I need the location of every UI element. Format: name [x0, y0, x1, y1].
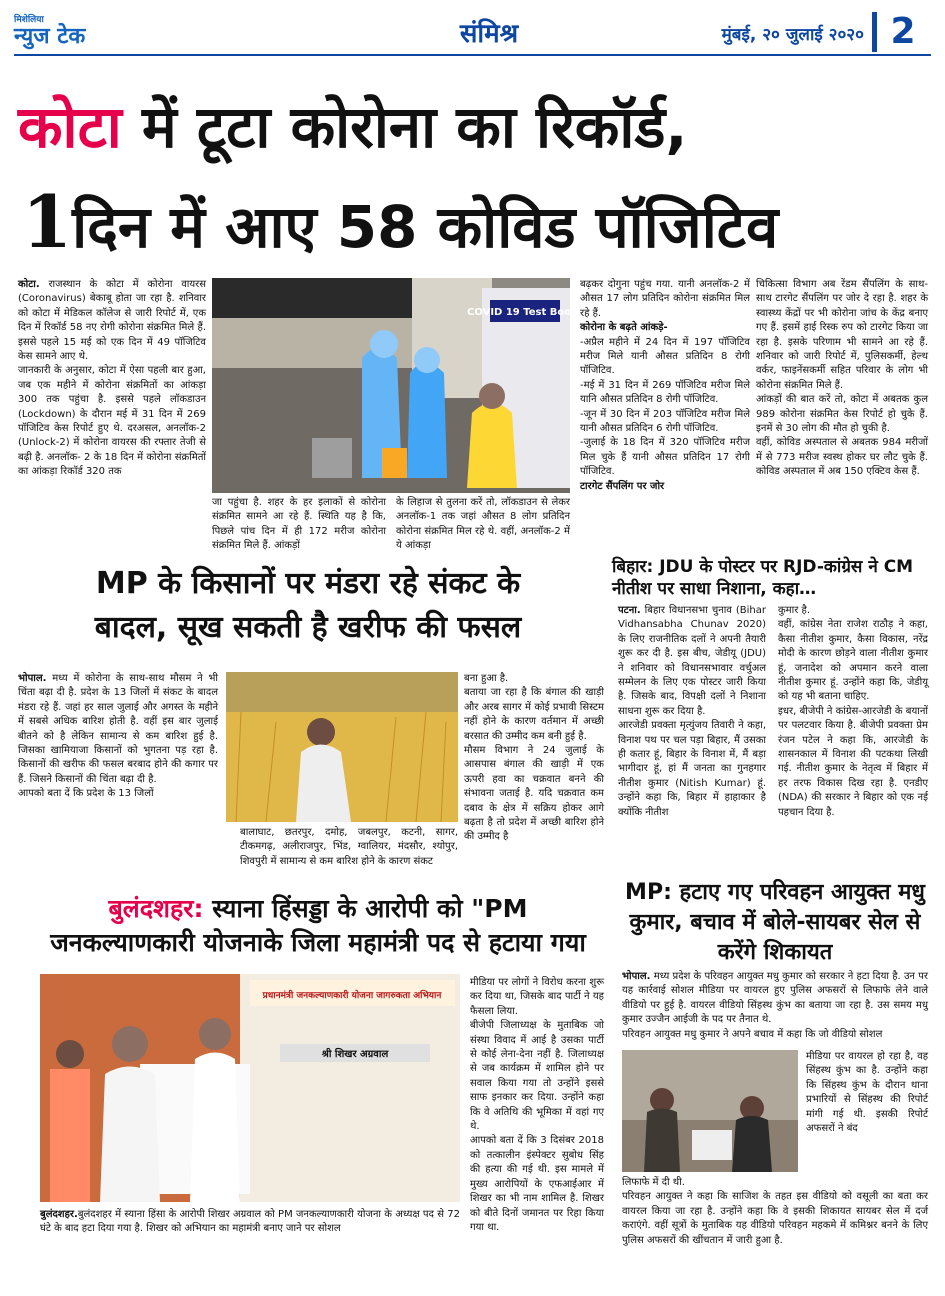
- lead-col1-text2: जानकारी के अनुसार, कोटा में ऐसा पहली बार हुआ, जब एक महीने में कोरोना संक्रमितों का आंकड़ा 300 तक पहुंचा है. इससे पहले लॉकडाउन (Lockdown) के दौरान मई में 31 दिन में 269 पॉजिटिव केस रिपोर्ट हुए थे. दरअसल, अनलॉक-2 (Unlock-2) में कोरोना वायरस की रफ्तार तेजी से बढ़ी है. अनलॉक- 2 के 18 दिन में कोरोना संक्रमितों का आंकड़ा रिकॉर्ड 320 तक: [18, 365, 206, 478]
- bihar-col1-text2: आरजेडी प्रवक्ता मृत्युंजय तिवारी ने कहा, विनाश पथ पर चल पड़ा बिहार, मैं उसका ही कतार हूं, बिहार के विनाश में, मैं बड़ा भागीदार हूं, हां मैं जनता का गुनहगार नीतीश कुमार (Nitish Kumar) हूं. उन्होंने कहा कि, बिहार में हाहाकार है क्योंकि नीतीश: [618, 720, 766, 818]
- lead-col3-subhead: कोरोना के बढ़ते आंकड़े-: [580, 322, 668, 334]
- bulandshahr-headline-line1: [18, 892, 618, 926]
- farmer-illustration: [226, 672, 458, 822]
- lead-headline-text: दिन में आए 58 कोविड पॉजिटिव: [72, 193, 779, 261]
- mp-farmers-headline: [18, 562, 598, 650]
- brand-small: मिशेलिया: [14, 15, 44, 25]
- office-illustration: [622, 1050, 798, 1172]
- certificate-name: श्री शिखर अग्रवाल: [321, 1049, 389, 1060]
- bulandshahr-caption-text: बुलंदशहर में स्याना हिंसा के आरोपी शिखर अग्रवाल को PM जनकल्याणकारी योजना के अध्यक्ष पद से 72 घंटे के बाद हटा दिया गया है. शिखर को अभियान का महामंत्री बनाए जाने पर सोशल: [40, 1209, 460, 1235]
- lead-column-3: [580, 278, 750, 494]
- mp-transport-text4: परिवहन आयुक्त ने कहा कि साजिश के तहत इस वीडियो को वसूली का बता कर वायरल किया जा रहा है. उन्होंने कहा कि वे इसकी शिकायत सायबर सेल में दर्ज कराएंगे. वहीं सूत्रों के मुताबिक यह वीडियो परिवहन महकमे में कमिश्नर बनने के लिए पुलिस अफसरों की खींचतान में जारी हुआ है.: [622, 1191, 928, 1246]
- lead-col3-item: -मई में 31 दिन में 269 पॉजिटिव मरीज मिले यानि औसत प्रतिदिन 8 रोगी पॉजिटिव.: [580, 379, 750, 406]
- lead-col4-text2: आंकड़ों की बात करें तो, कोटा में अबतक कुल 989 कोरोना संक्रमित केस रिपोर्ट हो चुके हैं. इनमें से 30 लोग की मौत हो चुकी है.: [756, 394, 928, 435]
- bulandshahr-headline-line2: जनकल्याणकारी योजनाके जिला महामंत्री पद से हटाया गया: [50, 928, 586, 957]
- mp-farmers-column-1: [18, 672, 218, 802]
- video-still-photo: [622, 1050, 798, 1172]
- covid-booth-photo: [212, 278, 583, 493]
- lead-headline-line1: [18, 90, 928, 164]
- lead-col1-text: राजस्थान के कोटा में कोरोना वायरस (Coronavirus) बेकाबू होता जा रहा है. शनिवार को कोटा में मेडिकल कॉलेज से जारी रिपोर्ट में, एक दिन में रिकॉर्ड 58 नए रोगी कोरोना संक्रमित मिले हैं. इससे पहले 15 मई को एक दिन में 49 पॉजिटिव केस सामने आए थे.: [18, 279, 206, 363]
- bihar-column-2: [778, 604, 928, 820]
- mp-farmers-column-3: [464, 672, 604, 845]
- masthead: [14, 12, 931, 74]
- bulandshahr-col2-text: मीडिया पर लोगों ने विरोध करना शुरू कर दिया था, जिसके बाद पार्टी ने यह फैसला लिया.: [470, 977, 604, 1017]
- lead-headline-rest: में टूटा कोरोना का रिकॉर्ड,: [121, 93, 688, 161]
- bulandshahr-col2-text2: बीजेपी जिलाध्यक्ष के मुताबिक जो संस्था विवाद में आई है उसका पार्टी से कोई लेना-देना नहीं है. जिलाध्यक्ष से जब कार्यक्रम में शामिल होने पर सवाल किया गया तो उन्होंने इससे साफ इनकार कर दिया. उन्होंने कहा कि वे अतिथि की भूमिका में वहां गए थे.: [470, 1020, 604, 1133]
- bihar-dateline: पटना.: [618, 605, 641, 616]
- bihar-col2-text3: इधर, बीजेपी ने कांग्रेस-आरजेडी के बयानों पर पलटवार किया है. बीजेपी प्रवक्ता प्रेम रंजन पटेल ने कहा कि, आरजेडी के शासनकाल में विनाश की पटकथा लिखी गई. नीतीश कुमार के नेतृत्व में बिहार में हर तरफ विकास दिख रहा है. एनडीए (NDA) की सरकार ने बिहार को एक नई पहचान दिया है.: [778, 705, 928, 818]
- mp-farmers-headline-line1: MP के किसानों पर मंडरा रहे संकट के: [95, 566, 521, 601]
- lead-headline-one: 1: [22, 179, 73, 264]
- bihar-headline: बिहार: JDU के पोस्टर पर RJD-कांग्रेस ने CM नीतीश पर साधा निशाना, कहा…: [612, 557, 914, 599]
- lead-headline-red: कोटा: [18, 93, 122, 161]
- masthead-rule: [14, 54, 931, 56]
- mp-farmers-headline-line2: बादल, सूख सकती है खरीफ की फसल: [94, 610, 522, 645]
- lead-col3-subhead2: टारगेट सैंपलिंग पर जोर: [580, 480, 665, 492]
- mp-transport-dateline: भोपाल.: [622, 971, 651, 982]
- lead-col3-text: बढ़कर दोगुना पहुंच गया. यानी अनलॉक-2 में औसत 17 लोग प्रतिदिन कोरोना संक्रमित मिल रहे हैं.: [580, 279, 750, 319]
- bihar-column-1: [618, 604, 766, 820]
- certificate-banner: प्रधानमंत्री जनकल्याणकारी योजना जागरुकता अभियान: [262, 991, 442, 1001]
- mp-transport-text-top: [622, 970, 928, 1042]
- lead-col4-text3: वहीं, कोविड अस्पताल से अबतक 984 मरीजों में से 773 मरीज स्वस्थ होकर घर लौट चुके हैं. कोविड अस्पताल में अब 150 एक्टिव केस हैं.: [756, 437, 928, 478]
- lead-col4-text: चिकित्सा विभाग अब रेंडम सैंपलिंग के साथ-साथ टारगेट सैंपलिंग पर जोर दे रहा है. शहर के स्वास्थ्य केंद्रों पर भी कोरोना जांच के केंद्र बनाए गए हैं. इसमें हाई रिस्क रुप को टारगेट किया जा रहा है. इसके परिणाम भी सामने आ रहे हैं. शनिवार को जारी रिपोर्ट में, पुलिसकर्मी, हेल्थ वर्कर, फाइनेंसकर्मी सहित परिवार के लोग भी कोरोना संक्रमित मिले हैं.: [756, 279, 928, 391]
- mp-transport-text-bottom: [622, 1176, 928, 1248]
- mp-transport-text3: लिफाफे में दी थी.: [622, 1177, 685, 1188]
- page-number: 2: [872, 12, 929, 52]
- bihar-col1-text: बिहार विधानसभा चुनाव (Bihar Vidhansabha Chunav 2020) के लिए राजनीतिक दलों ने अपनी तैयारी शुरू कर दी है. इस बीच, जेडीयू (JDU) ने शनिवार को विधानसभावार वर्चुअल सम्मेलन के लिए एक पोस्टर जारी किया है. जिसके बाद, विपक्षी दलों ने निशाना साधना शुरू कर दिया है.: [618, 605, 766, 717]
- booth-sign: COVID 19 Test Booth: [467, 307, 583, 318]
- farmer-photo: [226, 672, 458, 822]
- brand-name: न्युज टेक: [14, 24, 86, 49]
- certificate-illustration: [40, 974, 460, 1202]
- bulandshahr-column-2: [470, 976, 604, 1235]
- section-title: संमिश्र: [459, 19, 519, 49]
- lead-col3-item: -जुलाई के 18 दिन में 320 पॉजिटिव मरीज मिल चुके हैं यानी औसत प्रतिदिन 17 रोगी पॉजिटिव.: [580, 437, 750, 478]
- lead-under-photo-a: जा पहुंचा है. शहर के हर इलाकों से कोरोना संक्रमित सामने आ रहे हैं. स्थिति यह है कि, पिछले पांच दिन में ही 172 मरीज कोरोना संक्रमित मिले हैं. आंकड़ों: [212, 497, 386, 552]
- bulandshahr-headline-rest: स्याना हिंसड्डा के आरोपी को "PM: [203, 894, 528, 923]
- mp-farmers-dateline: भोपाल.: [18, 673, 47, 684]
- covid-booth-illustration: [212, 278, 583, 493]
- mp-farmers-col1-text2: आपको बता दें कि प्रदेश के 13 जिलों: [18, 788, 154, 800]
- mp-farmers-col3-text2: बताया जा रहा है कि बंगाल की खाड़ी और अरब सागर में कोई प्रभावी सिस्टम नहीं होने के कारण वर्तमान में अच्छी बरसात की उम्मीद कम बनी हुई है.: [464, 687, 604, 742]
- issue-date: मुंबई, २० जुलाई २०२०: [721, 25, 864, 45]
- lead-column-1: [18, 278, 206, 480]
- bulandshahr-photo: [40, 974, 460, 1202]
- bulandshahr-headline-red: बुलंदशहर:: [108, 894, 204, 923]
- mp-farmers-col3-text3: मौसम विभाग ने 24 जुलाई के आसपास बंगाल की खाड़ी में एक ऊपरी हवा का चक्रवात बनने की संभावना जताई है. यदि चक्रवात कम दबाव के क्षेत्र में सक्रिय होकर आगे बढ़ता है तो प्रदेश में अच्छी बारिश होने की उम्मीद है: [464, 745, 604, 843]
- lead-column-4: [756, 278, 928, 480]
- mp-transport-text2: परिवहन आयुक्त मधु कुमार ने अपने बचाव में कहा कि जो वीडियो सोशल: [622, 1028, 883, 1040]
- mp-transport-headline: MP: हटाए गए परिवहन आयुक्त मधु कुमार, बचाव में बोले-सायबर सेल से करेंगे शिकायत: [625, 880, 925, 965]
- bihar-col2-text2: वहीं, कांग्रेस नेता राजेश राठौड़ ने कहा, कैसा नीतीश कुमार, कैसा विकास, नरेंद्र मोदी के कारण छोड़ने वाला नीतीश कुमार हूं, जनादेश को अपमान करने वाला नीतीश कुमार हूं. उन्होंने कहा कि, जेडीयू को यह भी बताना चाहिए.: [778, 619, 928, 703]
- bihar-col2-text: कुमार है.: [778, 605, 811, 616]
- lead-headline-line2: [22, 179, 932, 264]
- lead-col3-item: -अप्रैल महीने में 24 दिन में 197 पॉजिटिव मरीज मिले यानी औसत प्रतिदिन 8 रोगी पॉजिटिव.: [580, 336, 750, 377]
- lead-under-photo-b: के लिहाज से तुलना करें तो, लॉकडाउन से लेकर अनलॉक-1 तक जहां औसत 8 लोग प्रतिदिन कोरोना संक्रमित मिल रहे थे. वहीं, अनलॉक-2 में ये आंकड़ा: [396, 497, 570, 552]
- mp-farmers-col3-text: बना हुआ है.: [464, 673, 509, 684]
- mp-farmers-col1-text: मध्य में कोरोना के साथ-साथ मौसम ने भी चिंता बढ़ा दी है. प्रदेश के 13 जिलों में संकट के बादल मंडरा रहे हैं. जहां हर साल जुलाई और अगस्त के महीने में सबसे अधिक बारिश होती है. वहीं इस बार जुलाई बीतने को है लेकिन सामान्य से कम बारिश हुई है. जिसका खामियाजा किसानों को भुगतना पड़ रहा है. किसानों की खरीफ की फसल बरबाद होने की कगार पर हैं. जिसने किसानों की चिंता बढ़ा दी है.: [18, 673, 218, 785]
- bulandshahr-caption: [40, 1208, 460, 1237]
- bulandshahr-headline: [18, 892, 618, 960]
- mp-transport-text1: मध्य प्रदेश के परिवहन आयुक्त मधु कुमार को सरकार ने हटा दिया है. उन पर यह कार्रवाई सोशल मीडिया पर वायरल हुए पुलिस अफसरों से लिफाफे लेने वाले वीडियो पर हुई है. वायरल वीडियो सिंहस्थ कुंभ का बताया जा रहा है. उस समय मधु कुमार उज्जैन आईजी के पद पर तैनात थे.: [622, 971, 928, 1026]
- bulandshahr-dateline: बुलंदशहर.: [40, 1209, 78, 1220]
- lead-col3-item: -जून में 30 दिन में 203 पॉजिटिव मरीज मिले यानी औसत प्रतिदिन 6 रोगी पॉजिटिव.: [580, 408, 750, 435]
- mp-transport-side-text: मीडिया पर वायरल हो रहा है, वह सिंहस्थ कुंभ का है. उन्होंने कहा कि सिंहस्थ कुंभ के दौरान थाना प्रभारियों से सिंहस्थ की रिपोर्ट मांगी गई थी. इसकी रिपोर्ट अफसरों ने बंद: [806, 1051, 928, 1135]
- mp-farmers-under-photo: बालाघाट, छतरपुर, दमोह, जबलपुर, कटनी, सागर, टीकमगढ़, अलीराजपुर, भिंड, ग्वालियर, मंदसौर, श्योपुर, शिवपुरी में सामान्य से कम बारिश होने के कारण संकट: [240, 827, 458, 867]
- brand-logo: [14, 12, 194, 48]
- bulandshahr-col2-text3: आपको बता दें कि 3 दिसंबर 2018 को तत्कालीन इंस्पेक्टर सुबोध सिंह की हत्या की गई थी. इस मामले में मुख्य आरोपियों के एफआईआर में शिखर का भी नाम शामिल है. शिखर को बीते दिनों जमानत पर रिहा किया गया था.: [470, 1135, 604, 1233]
- lead-dateline: कोटा.: [18, 279, 40, 290]
